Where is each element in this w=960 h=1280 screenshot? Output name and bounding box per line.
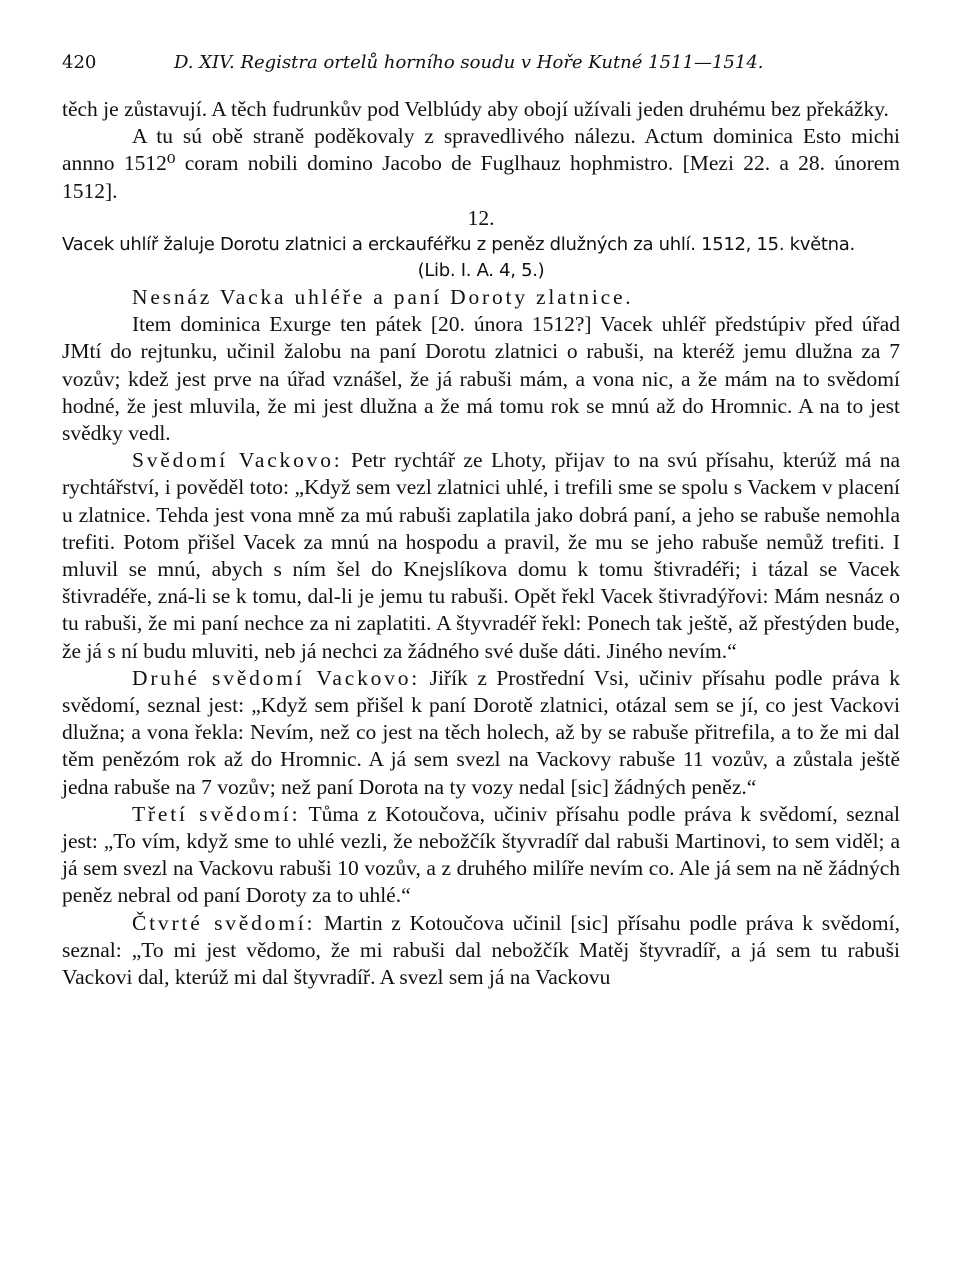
- page-number: 420: [62, 52, 97, 73]
- witness-3-label: Třetí svědomí:: [132, 801, 301, 826]
- witness-1-text: Petr rychtář ze Lhoty, přijav to na svú přísahu, kterúž má na rychtářství, i pověděl toto: „Když sem vezl zlatnici uhlé, i trefili sme se spolu s Vackem v placení u zlatnice. Tehda jest vona mně za mú rabuši zaplatila jako dobrá paní, a jeho se rabuše nemohla trefiti. Potom přišel Vacek za mnú na hospodu a pravil, že mu se jeho rabuše nemůž trefiti. I mluvil se mnú, abych s ním šel do Knejslíkova domu k tomu štivradéři; i tázal se Vacek štivradéře, zná-li se k tomu, dal-li je jemu tu rabuši. Opět řekl Vacek štivradýřovi: Mám nesnáz o tu rabuši, že mi paní nechce za ni zaplatiti. A štyvradéř řekl: Ponech tak ještě, až přestýden bude, že já s ní budu mluviti, neb já nechci za žádného své duše dáti. Jiného nevím.“: [62, 448, 900, 663]
- witness-4-label: Čtvrté svědomí:: [132, 910, 316, 935]
- paragraph-witness-3: [62, 801, 900, 910]
- entry-regest: Vacek uhlíř žaluje Dorotu zlatnici a erckauféřku z peněz dlužných za uhlí. 1512, 15. května.: [62, 234, 855, 256]
- paragraph-continuation: těch je zůstavují. A těch fudrunkův pod Velblúdy aby obojí užívali jeden druhému bez překážky.: [62, 97, 889, 121]
- entry-heading: [62, 284, 900, 311]
- running-title: D. XIV. Registra ortelů horního soudu v Hoře Kutné 1511—1514.: [174, 52, 764, 73]
- paragraph-witness-2: [62, 665, 900, 801]
- witness-4-text: Martin z Kotoučova učinil [sic] přísahu podle práva k svědomí, seznal: „To mi jest vědomo, že mi rabuši dal nebožčík Matěj štyvradíř, a já sem tu rabuši Vackovi dal, kterúž mi dal štyvradíř. A svezl sem já na Vackovu: [62, 910, 900, 990]
- document-page: [62, 52, 900, 991]
- entry-source-reference: (Lib. I. A. 4, 5.): [417, 260, 545, 282]
- witness-2-text: Jiřík z Prostřední Vsi, učiniv přísahu podle práva k svědomí, seznal jest: „Když sem přišel k paní Dorotě zlatnici, otázal sem se jí, co jest Vackovi dlužna; a vona řekla: Nevím, než co jest na těch holech, až by se rabuše přitrefila, a to že mi dal těm penězóm rok až do Hromnic. A já sem svezl na Vackovy rabuše 11 vozův, a zůstala ještě jedna rabuše na 7 vozův; než paní Dorota na ty vozy nedal [sic] žádných peněz.“: [62, 665, 901, 799]
- entry-heading-text: Nesnáz Vacka uhléře a paní Doroty zlatnice.: [132, 285, 634, 310]
- running-head: [62, 52, 900, 88]
- main-text: [62, 96, 900, 991]
- paragraph-verdict: A tu sú obě straně poděkovaly z spravedlivého nálezu. Actum dominica Esto michi annno 1512⁰ coram nobili domino Jacobo de Fuglhauz hophmistro. [Mezi 22. a 28. únorem 1512].: [62, 124, 900, 203]
- witness-2-label: Druhé svědomí Vackovo:: [132, 665, 421, 690]
- entry-number: 12.: [467, 205, 495, 230]
- paragraph-witness-4: [62, 910, 900, 992]
- witness-1-label: Svědomí Vackovo:: [132, 448, 343, 473]
- paragraph-complaint: Item dominica Exurge ten pátek [20. února 1512?] Vacek uhléř předstúpiv před úřad JMtí do rejtunku, učinil žalobu na paní Dorotu zlatnici o rabuši, na kteréž jemu dlužna za 7 vozův; kdež jest prve na úřad vznášel, že já rabuši mám, a vona nic, a že mám na to svědomí hodné, že jest mluvila, že mi jest dlužna a že má tomu rok se mnú až do Hromnic. A na to jest svědky vedl.: [62, 312, 900, 446]
- paragraph-witness-1: [62, 447, 900, 665]
- witness-3-text: Tůma z Kotoučova, učiniv přísahu podle práva k svědomí, seznal jest: „To vím, když sme to uhlé vezli, že nebožčík štyvradíř dal rabuši Martinovi, to sem viděl; a já sem svezl na Vackovu rabuši 10 vozův, a z druhého milíře nevím co. Ale já sem na ně žádných peněz nebral od paní Doroty za to uhlé.“: [62, 801, 900, 908]
